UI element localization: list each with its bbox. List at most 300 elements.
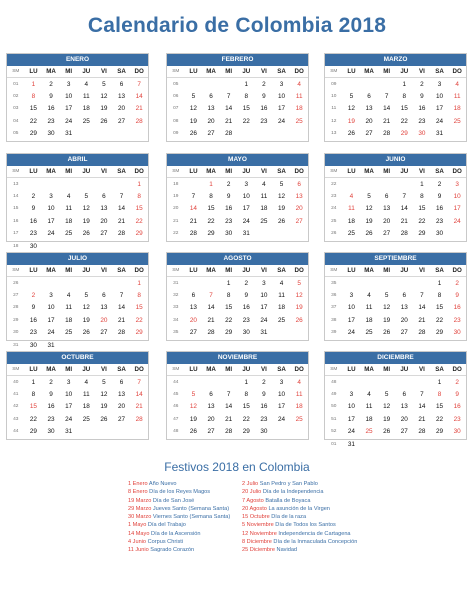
- festivo-date: 5 Noviembre: [242, 522, 274, 529]
- day-cell: 19: [100, 403, 108, 411]
- week-row: [325, 115, 466, 127]
- day-cell: 22: [418, 217, 426, 225]
- festivo-name: San Pedro y San Pablo: [258, 481, 318, 487]
- festivo-item: [128, 497, 236, 505]
- day-cell: 17: [453, 205, 461, 213]
- weekday-header: VI: [419, 68, 425, 75]
- week-number: 07: [173, 106, 179, 112]
- day-cell: 19: [189, 415, 197, 423]
- festivo-date: 15 Octubre: [242, 514, 270, 521]
- day-cell: 1: [226, 279, 231, 287]
- day-cell: 11: [65, 205, 72, 213]
- week-number: 37: [331, 305, 337, 311]
- week-row: [325, 215, 466, 227]
- day-cell: 22: [436, 415, 444, 423]
- week-number: 09: [331, 81, 337, 87]
- day-cell: 3: [262, 279, 266, 287]
- festivo-item: [242, 546, 360, 554]
- day-cell: 5: [349, 93, 354, 101]
- day-cell: 13: [100, 205, 108, 213]
- weekday-header: JU: [82, 168, 91, 175]
- day-cell: 9: [420, 93, 424, 101]
- week-number: 35: [173, 330, 179, 336]
- day-cell: 28: [418, 329, 426, 337]
- day-cell: 2: [31, 292, 36, 300]
- week-number: 47: [173, 416, 179, 422]
- day-cell: 21: [118, 316, 126, 324]
- weekday-header: MI: [65, 366, 73, 373]
- day-cell: 27: [118, 117, 126, 125]
- day-cell: 18: [260, 205, 268, 213]
- month-name: AGOSTO: [167, 253, 308, 265]
- month-name: JUNIO: [325, 154, 466, 166]
- day-cell: 2: [244, 279, 249, 287]
- day-cell: 10: [436, 93, 444, 101]
- festivo-item: [242, 530, 360, 538]
- day-cell: 11: [295, 391, 303, 399]
- week-row: [167, 103, 308, 115]
- week-row: [7, 327, 148, 339]
- day-cell: 26: [383, 329, 391, 337]
- weekday-header: JU: [400, 68, 409, 75]
- festivo-name: Jueves Santo (Semana Santa): [151, 505, 230, 512]
- day-cell: 27: [100, 230, 108, 238]
- day-cell: 21: [118, 217, 126, 225]
- day-cell: 1: [137, 279, 141, 287]
- weekday-header: MI: [65, 68, 73, 75]
- day-cell: 13: [383, 205, 391, 213]
- day-cell: 19: [295, 304, 303, 312]
- day-cell: 27: [365, 130, 373, 138]
- day-cell: 11: [365, 304, 373, 312]
- week-row: [7, 314, 148, 326]
- weekday-header-row: [7, 364, 148, 376]
- day-cell: 28: [118, 230, 126, 238]
- day-cell: 14: [135, 391, 143, 399]
- weekday-header: LU: [29, 366, 38, 373]
- week-row: [7, 426, 148, 438]
- day-cell: 10: [65, 391, 73, 399]
- week-row: [167, 178, 308, 190]
- day-cell: 23: [453, 415, 461, 423]
- day-cell: 27: [400, 329, 408, 337]
- day-cell: 11: [295, 93, 303, 101]
- weekday-header-row: [7, 66, 148, 78]
- day-cell: 15: [418, 205, 426, 213]
- weekday-header: VI: [261, 168, 267, 175]
- festivo-item: [242, 505, 360, 513]
- week-row: [325, 228, 466, 240]
- day-cell: 22: [135, 316, 143, 324]
- day-cell: 12: [189, 105, 197, 113]
- day-cell: 26: [365, 230, 373, 238]
- weekday-header: JU: [242, 168, 251, 175]
- day-cell: 4: [66, 193, 71, 201]
- festivo-name: Día de la Independencia: [261, 489, 324, 496]
- week-row: [325, 413, 466, 425]
- week-row: [7, 90, 148, 102]
- day-cell: 25: [347, 230, 355, 238]
- day-cell: 23: [47, 117, 55, 125]
- week-number: 18: [173, 181, 179, 187]
- day-cell: 5: [191, 391, 196, 399]
- day-cell: 1: [209, 180, 213, 188]
- day-cell: 5: [191, 93, 196, 101]
- weekday-header: SM: [172, 268, 180, 273]
- day-cell: 14: [118, 304, 126, 312]
- day-cell: 17: [278, 105, 286, 113]
- week-number: 22: [331, 181, 337, 187]
- week-row: [325, 190, 466, 202]
- day-cell: 30: [453, 428, 461, 436]
- weekday-header: DO: [134, 366, 144, 373]
- day-cell: 16: [418, 105, 426, 113]
- day-cell: 28: [207, 329, 215, 337]
- day-cell: 19: [82, 316, 90, 324]
- weekday-header: SM: [330, 169, 338, 174]
- festivos-list-left: [128, 480, 236, 555]
- weekday-header: DO: [294, 366, 304, 373]
- day-cell: 9: [455, 391, 459, 399]
- day-cell: 8: [209, 193, 213, 201]
- weekday-header: SM: [172, 169, 180, 174]
- weekday-header: JU: [82, 366, 91, 373]
- day-cell: 10: [347, 304, 355, 312]
- weekday-header: LU: [29, 168, 38, 175]
- day-cell: 28: [383, 130, 391, 138]
- day-cell: 29: [418, 230, 426, 238]
- festivo-name: Navidad: [274, 547, 298, 554]
- day-cell: 9: [244, 292, 249, 300]
- day-cell: 18: [347, 217, 355, 225]
- day-cell: 16: [29, 217, 37, 225]
- week-row: [7, 240, 148, 252]
- day-cell: 15: [207, 205, 215, 213]
- day-cell: 30: [47, 428, 55, 436]
- day-cell: 24: [260, 316, 268, 324]
- day-cell: 16: [47, 403, 55, 411]
- day-cell: 6: [102, 193, 106, 201]
- festivo-date: 19 Marzo: [128, 497, 152, 504]
- day-cell: 23: [260, 415, 268, 423]
- day-cell: 2: [262, 80, 266, 88]
- week-number: 27: [13, 293, 19, 299]
- day-cell: 6: [119, 80, 124, 88]
- day-cell: 26: [82, 329, 90, 337]
- day-cell: 21: [207, 316, 215, 324]
- day-cell: 19: [189, 117, 197, 125]
- day-cell: 11: [453, 93, 461, 101]
- day-cell: 9: [31, 205, 36, 213]
- week-number: 26: [331, 231, 337, 237]
- week-number: 31: [173, 280, 179, 286]
- day-cell: 23: [29, 329, 37, 337]
- weekday-header: MA: [46, 168, 56, 175]
- day-cell: 19: [365, 217, 373, 225]
- day-cell: 18: [278, 304, 286, 312]
- weekday-header: DO: [452, 68, 462, 75]
- week-row: [325, 178, 466, 190]
- weekday-header: MI: [225, 267, 233, 274]
- weekday-header: LU: [189, 267, 198, 274]
- week-number: 01: [13, 81, 19, 87]
- day-cell: 11: [365, 403, 373, 411]
- day-cell: 8: [244, 93, 249, 101]
- day-cell: 2: [455, 378, 459, 386]
- week-row: [167, 90, 308, 102]
- day-cell: 30: [29, 242, 37, 250]
- day-cell: 21: [225, 117, 233, 125]
- weekday-header-row: [167, 265, 308, 277]
- day-cell: 4: [84, 378, 89, 386]
- day-cell: 1: [420, 180, 424, 188]
- week-number: 13: [13, 181, 19, 187]
- week-number: 04: [13, 118, 19, 124]
- week-number: 06: [173, 94, 179, 100]
- weekday-header: SM: [12, 367, 20, 372]
- day-cell: 26: [100, 415, 108, 423]
- day-cell: 27: [207, 428, 215, 436]
- day-cell: 15: [135, 205, 143, 213]
- festivo-date: 8 Enero: [128, 489, 148, 496]
- weekday-header: DO: [294, 168, 304, 175]
- day-cell: 6: [119, 378, 124, 386]
- week-number: 08: [173, 118, 179, 124]
- week-number: 25: [331, 218, 337, 224]
- month-octubre: [6, 351, 149, 440]
- day-cell: 24: [453, 217, 461, 225]
- weekday-header-row: [325, 364, 466, 376]
- weekday-header: LU: [347, 68, 356, 75]
- week-number: 28: [13, 305, 19, 311]
- week-row: [7, 277, 148, 289]
- day-cell: 31: [65, 130, 73, 138]
- day-cell: 22: [29, 117, 37, 125]
- month-enero: [6, 53, 149, 142]
- day-cell: 25: [365, 329, 373, 337]
- day-cell: 20: [383, 217, 391, 225]
- day-cell: 17: [347, 415, 355, 423]
- weekday-header: MA: [364, 366, 374, 373]
- day-cell: 12: [100, 93, 108, 101]
- weekday-header-row: [325, 66, 466, 78]
- festivo-item: [242, 488, 360, 496]
- day-cell: 15: [135, 304, 143, 312]
- day-cell: 14: [225, 105, 233, 113]
- day-cell: 21: [383, 117, 391, 125]
- day-cell: 21: [135, 105, 143, 113]
- festivo-item: [128, 521, 236, 529]
- week-row: [167, 228, 308, 240]
- weekday-header-row: [7, 265, 148, 277]
- day-cell: 11: [65, 304, 72, 312]
- weekday-header: JU: [82, 267, 91, 274]
- day-cell: 6: [367, 93, 371, 101]
- day-cell: 11: [82, 391, 90, 399]
- week-number: 32: [173, 293, 179, 299]
- day-cell: 31: [347, 440, 355, 448]
- day-cell: 24: [278, 415, 286, 423]
- weekday-header: LU: [347, 267, 356, 274]
- week-row: [167, 203, 308, 215]
- day-cell: 16: [225, 205, 233, 213]
- day-cell: 10: [278, 391, 286, 399]
- day-cell: 23: [260, 117, 268, 125]
- festivo-name: Corpus Christi: [146, 539, 184, 546]
- week-number: 46: [173, 404, 179, 410]
- day-cell: 27: [295, 217, 303, 225]
- weekday-header: JU: [400, 168, 409, 175]
- weekday-header: MA: [206, 267, 216, 274]
- day-cell: 17: [47, 217, 55, 225]
- weekday-header: SA: [277, 366, 286, 373]
- festivo-name: Viernes Santo (Semana Santa): [151, 514, 231, 521]
- month-name: SEPTIEMBRE: [325, 253, 466, 265]
- day-cell: 10: [260, 292, 268, 300]
- day-cell: 7: [119, 193, 124, 201]
- weekday-header: MI: [383, 267, 391, 274]
- day-cell: 3: [66, 378, 71, 386]
- day-cell: 16: [436, 205, 444, 213]
- week-number: 02: [13, 94, 19, 100]
- day-cell: 5: [384, 391, 389, 399]
- weekday-header: MA: [46, 68, 56, 75]
- week-number: 41: [13, 392, 19, 398]
- day-cell: 17: [65, 403, 73, 411]
- day-cell: 8: [437, 391, 442, 399]
- week-row: [325, 289, 466, 301]
- day-cell: 4: [262, 180, 266, 188]
- day-cell: 5: [279, 180, 284, 188]
- day-cell: 23: [47, 415, 55, 423]
- week-number: 50: [331, 404, 337, 410]
- day-cell: 11: [260, 193, 268, 201]
- day-cell: 31: [436, 130, 444, 138]
- day-cell: 23: [225, 217, 233, 225]
- day-cell: 1: [31, 80, 36, 88]
- weekday-header: LU: [29, 68, 38, 75]
- festivo-name: Independencia de Cartagena: [276, 530, 351, 537]
- day-cell: 28: [400, 230, 408, 238]
- weekday-header: MA: [206, 366, 216, 373]
- week-row: [167, 78, 308, 90]
- weekday-header: MI: [65, 267, 73, 274]
- day-cell: 2: [31, 193, 36, 201]
- weekday-header: SA: [435, 366, 444, 373]
- day-cell: 13: [295, 193, 303, 201]
- day-cell: 21: [135, 403, 143, 411]
- weekday-header: DO: [134, 68, 144, 75]
- day-cell: 19: [347, 117, 355, 125]
- day-cell: 6: [191, 292, 196, 300]
- weekday-header: SM: [172, 367, 180, 372]
- month-junio: [324, 153, 467, 242]
- day-cell: 28: [118, 329, 126, 337]
- day-cell: 27: [383, 230, 391, 238]
- day-cell: 22: [400, 117, 408, 125]
- week-row: [325, 376, 466, 388]
- week-row: [7, 401, 148, 413]
- week-number: 31: [13, 342, 19, 348]
- day-cell: 9: [437, 193, 442, 201]
- month-name: DICIEMBRE: [325, 352, 466, 364]
- weekday-header: VI: [419, 168, 425, 175]
- weekday-header: DO: [452, 168, 462, 175]
- month-abril: [6, 153, 149, 250]
- week-row: [325, 426, 466, 438]
- day-cell: 24: [47, 230, 55, 238]
- day-cell: 24: [65, 415, 73, 423]
- week-row: [7, 388, 148, 400]
- day-cell: 25: [65, 329, 73, 337]
- day-cell: 9: [49, 391, 53, 399]
- day-cell: 27: [100, 329, 108, 337]
- day-cell: 8: [226, 292, 231, 300]
- day-cell: 30: [225, 230, 233, 238]
- weekday-header: DO: [452, 366, 462, 373]
- day-cell: 20: [365, 117, 373, 125]
- day-cell: 12: [82, 304, 90, 312]
- day-cell: 29: [436, 428, 444, 436]
- day-cell: 20: [118, 403, 126, 411]
- week-row: [7, 215, 148, 227]
- day-cell: 22: [207, 217, 215, 225]
- day-cell: 20: [207, 117, 215, 125]
- day-cell: 2: [437, 180, 442, 188]
- week-number: 21: [173, 218, 179, 224]
- day-cell: 14: [225, 403, 233, 411]
- day-cell: 25: [65, 230, 73, 238]
- day-cell: 1: [402, 80, 407, 88]
- day-cell: 16: [260, 403, 268, 411]
- festivo-item: [128, 538, 236, 546]
- weekday-header: JU: [242, 68, 251, 75]
- day-cell: 23: [242, 316, 250, 324]
- festivo-date: 7 Agosto: [242, 497, 264, 504]
- week-row: [7, 178, 148, 190]
- day-cell: 16: [453, 304, 461, 312]
- week-number: 42: [13, 404, 19, 410]
- festivo-item: [128, 546, 236, 554]
- day-cell: 6: [102, 292, 106, 300]
- festivo-date: 1 Mayo: [128, 522, 147, 529]
- day-cell: 12: [100, 391, 108, 399]
- day-cell: 19: [383, 415, 391, 423]
- festivo-item: [242, 480, 360, 488]
- day-cell: 2: [49, 80, 53, 88]
- day-cell: 31: [65, 428, 73, 436]
- day-cell: 23: [29, 230, 37, 238]
- day-cell: 5: [367, 193, 371, 201]
- day-cell: 20: [207, 415, 215, 423]
- week-row: [325, 90, 466, 102]
- weekday-header: SM: [12, 169, 20, 174]
- week-row: [7, 376, 148, 388]
- day-cell: 28: [225, 130, 233, 138]
- week-row: [325, 302, 466, 314]
- day-cell: 18: [65, 217, 73, 225]
- week-number: 30: [13, 330, 19, 336]
- festivo-date: 2 Julio: [242, 481, 259, 487]
- day-cell: 9: [455, 292, 459, 300]
- week-number: 13: [331, 131, 337, 137]
- day-cell: 13: [400, 403, 408, 411]
- day-cell: 7: [226, 391, 231, 399]
- day-cell: 3: [437, 80, 442, 88]
- day-cell: 2: [262, 378, 266, 386]
- weekday-header: MI: [225, 366, 233, 373]
- week-number: 43: [13, 416, 19, 422]
